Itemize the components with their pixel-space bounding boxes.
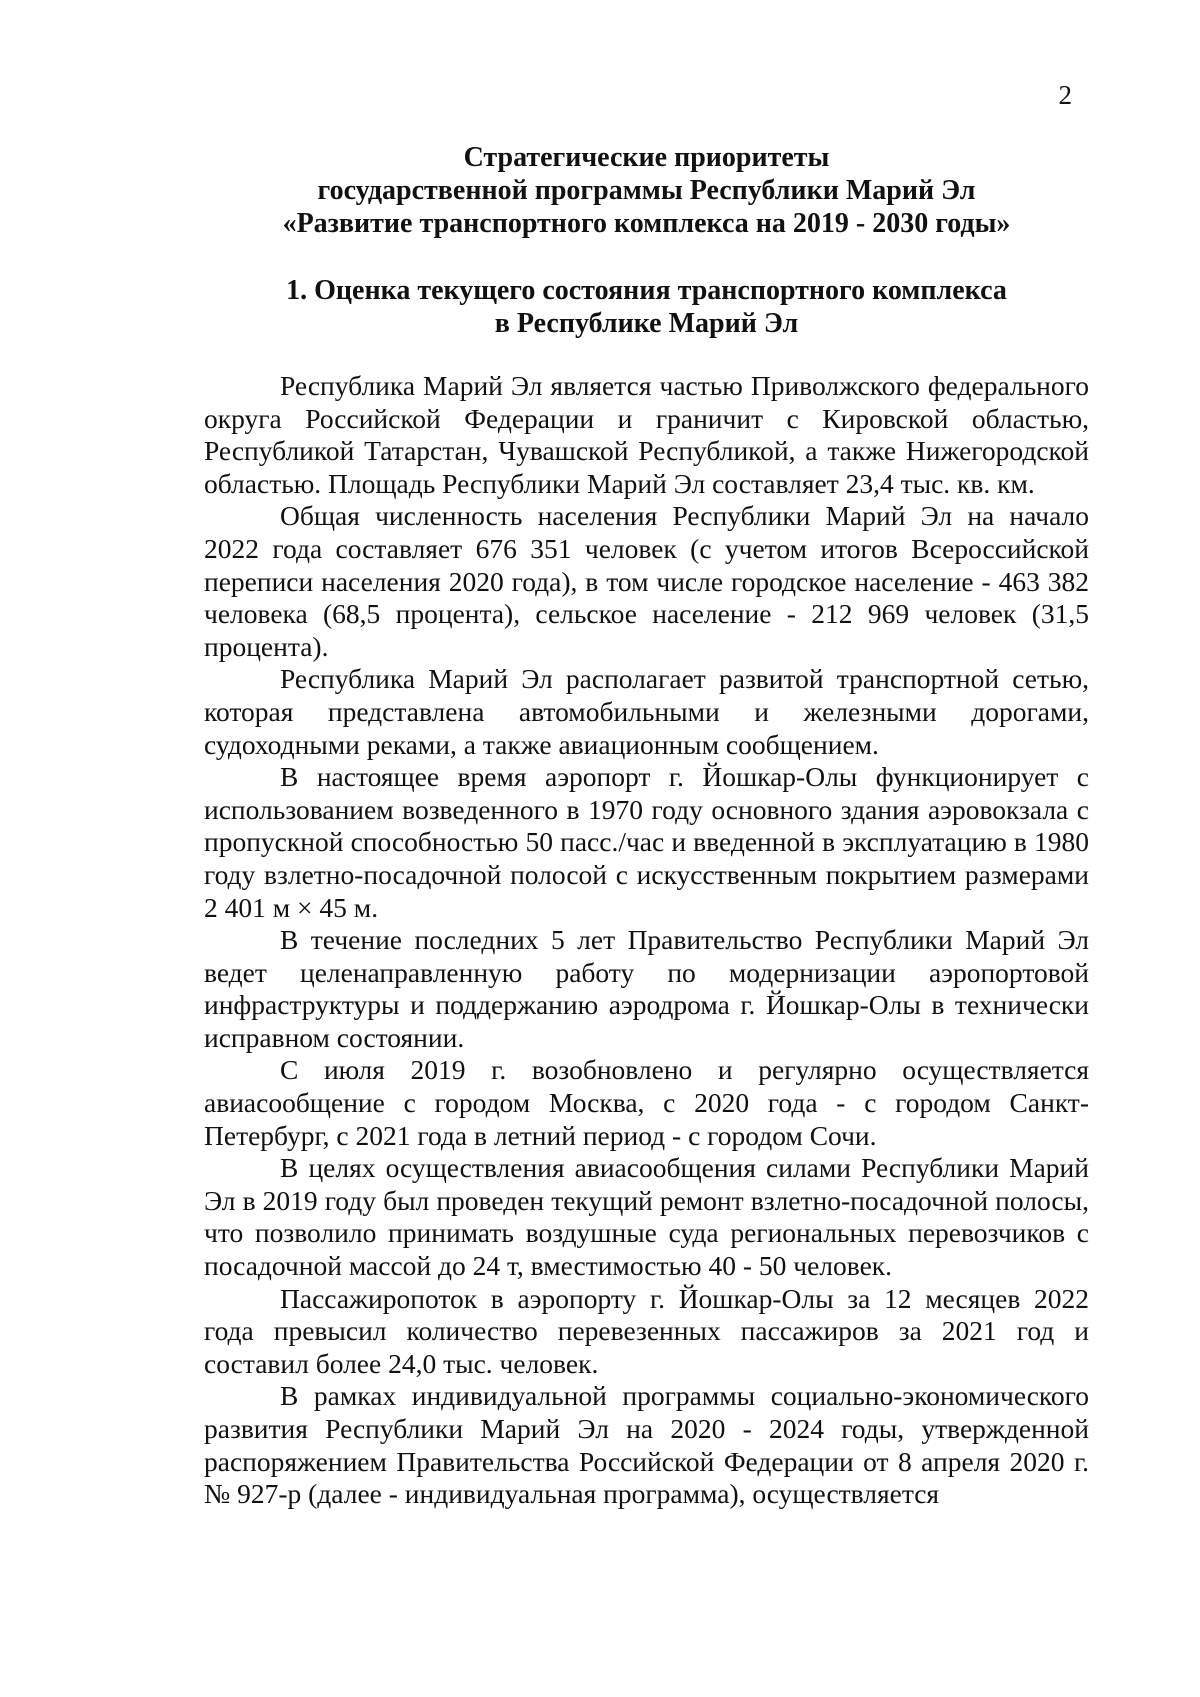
paragraph: Республика Марий Эл располагает развитой транспортной сетью, которая представлена автомобильными и железными дорогами, судоходными реками, а также авиационным сообщением. <box>204 663 1089 760</box>
paragraph: С июля 2019 г. возобновлено и регулярно осуществляется авиасообщение с городом Москва, с 2020 года - с городом Санкт-Петербург, с 2021 года в летний период - с городом Сочи. <box>204 1054 1089 1151</box>
document-title <box>204 141 1089 240</box>
title-line: «Развитие транспортного комплекса на 2019 - 2030 годы» <box>282 208 1011 239</box>
paragraph: В настоящее время аэропорт г. Йошкар-Олы функционирует с использованием возведенного в 1970 году основного здания аэровокзала с пропускной способностью 50 пасс./час и введенной в эксплуатацию в 1980 году взлетно-посадочной полосой с искусственным покрытием размерами 2 401 м × 45 м. <box>204 761 1089 923</box>
paragraph: Пассажиропоток в аэропорту г. Йошкар-Олы за 12 месяцев 2022 года превысил количество перевезенных пассажиров за 2021 год и составил более 24,0 тыс. человек. <box>204 1282 1089 1379</box>
paragraph: В целях осуществления авиасообщения силами Республики Марий Эл в 2019 году был проведен текущий ремонт взлетно-посадочной полосы, что позволило принимать воздушные суда региональных перевозчиков с посадочной массой до 24 т, вместимостью 40 - 50 человек. <box>204 1152 1089 1282</box>
paragraph: В течение последних 5 лет Правительство Республики Марий Эл ведет целенаправленную работу по модернизации аэропортовой инфраструктуры и поддержанию аэродрома г. Йошкар-Олы в технически исправном состоянии. <box>204 924 1089 1053</box>
paragraph: Общая численность населения Республики Марий Эл на начало 2022 года составляет 676 351 человек (с учетом итогов Всероссийской переписи населения 2020 года), в том числе городское население - 463 382 человека (68,5 процента), сельское население - 212 969 человек (31,5 процента). <box>204 500 1089 662</box>
body-text <box>204 370 1089 1511</box>
title-line: государственной программы Республики Марий Эл <box>317 175 976 206</box>
title-line: Стратегические приоритеты <box>463 142 830 173</box>
section-heading-line: в Республике Марий Эл <box>494 308 799 339</box>
page-number: 2 <box>1058 80 1072 110</box>
section-heading-line: 1. Оценка текущего состояния транспортного комплекса <box>286 275 1007 306</box>
paragraph: В рамках индивидуальной программы социально-экономического развития Республики Марий Эл на 2020 - 2024 годы, утвержденной распоряжением Правительства Российской Федерации от 8 апреля 2020 г. № 927-р (далее - индивидуальная программа), осуществляется <box>204 1380 1089 1510</box>
paragraph: Республика Марий Эл является частью Приволжского федерального округа Российской Федерации и граничит с Кировской областью, Республикой Татарстан, Чувашской Республикой, а также Нижегородской областью. Площадь Республики Марий Эл составляет 23,4 тыс. кв. км. <box>204 370 1089 499</box>
section-heading <box>204 274 1089 340</box>
